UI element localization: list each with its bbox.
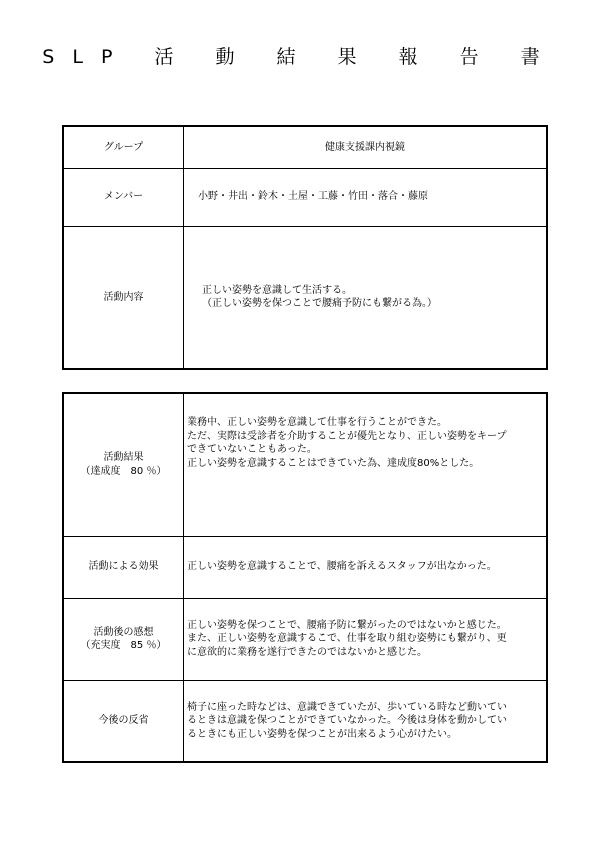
impression-label-cell [63,598,184,680]
reflection-label: 今後の反省 [63,680,184,762]
content-value [184,226,548,369]
impression-line: 正しい姿勢を保つことで、腰痛予防に繋がったのではないかと感じた。 [187,619,507,631]
impression-line: に意欲的に業務を遂行できたのではないかと感じた。 [187,646,427,658]
group-label: グループ [63,126,184,168]
content-line: 正しい姿勢を意識して生活する。 [202,284,352,296]
result-line: 業務中、正しい姿勢を意識して仕事を行うことができた。 [187,417,447,428]
impression-row [63,598,547,680]
reflection-line: るときは意識を保つことができていなかった。今後は身体を動かしてい [187,715,507,726]
activity-results-table [62,392,548,763]
result-line: 正しい姿勢を意識することはできていた為、達成度80%とした。 [187,457,480,469]
result-label-cell [63,393,184,536]
activity-info-table [62,125,548,370]
result-line: ただ、実際は受診者を介助することが優先となり、正しい姿勢をキープ [187,430,507,442]
reflection-row [63,680,547,762]
document-title: SLP 活 動 結 果 報 告 書 [42,46,558,68]
result-row [63,393,547,536]
member-row [63,168,547,226]
effect-label: 活動による効果 [63,536,184,598]
result-value [184,393,548,536]
impression-fulfillment: （充実度 85 ％） [80,640,167,651]
impression-label: 活動後の感想 [93,626,154,638]
result-line: できていないこともあった。 [187,444,317,455]
effect-value: 正しい姿勢を意識することで、腰痛を訴えるスタッフが出なかった。 [184,536,548,598]
group-value: 健康支援課内視鏡 [184,126,548,168]
reflection-value [184,680,548,762]
result-achievement: （達成度 80 ％） [80,465,167,477]
effect-row [63,536,547,598]
content-label: 活動内容 [63,226,184,369]
reflection-line: 椅子に座った時などは、意識できていたが、歩いている時など動いてい [187,701,507,713]
content-line: （正しい姿勢を保つことで腰痛予防にも繋がる為。） [202,298,437,310]
impression-line: また、正しい姿勢を意識するこで、仕事を取り組む姿勢にも繋がり、更 [187,633,507,645]
member-label: メンバー [63,168,184,226]
group-row [63,126,547,168]
result-label: 活動結果 [103,452,144,464]
impression-value [184,598,548,680]
member-value: 小野・井出・鈴木・土屋・工藤・竹田・落合・藤原 [184,168,548,226]
reflection-line: るときにも正しい姿勢を保つことが出来るよう心がけたい。 [187,728,457,740]
content-row [63,226,547,369]
